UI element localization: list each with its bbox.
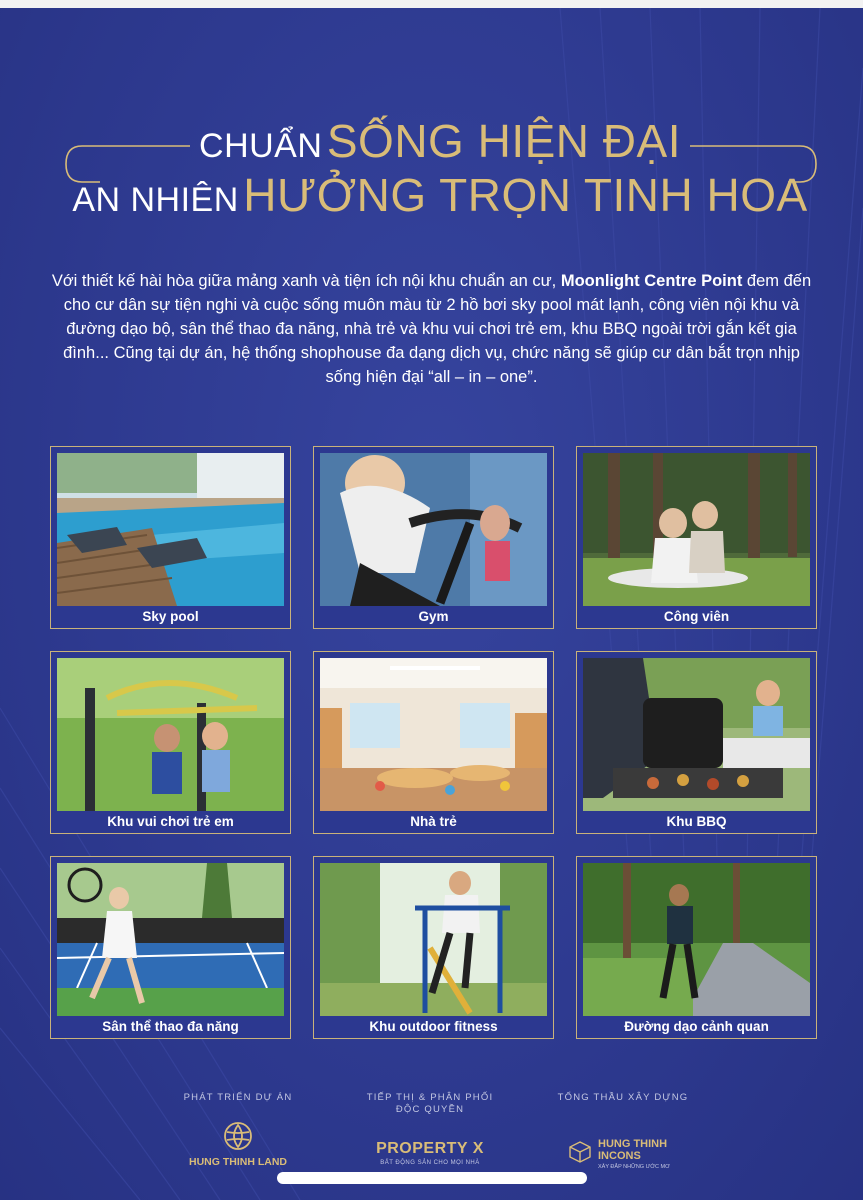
- intro-part-2: đem đến cho cư dân sự tiện nghi và cuộc sống muôn màu từ 2 hồ bơi sky pool mát lạnh, công viên nội khu và đường dạo bộ, sân thể thao đa năng, nhà trẻ và khu vui chơi trẻ em, khu BBQ ngoài trời gắn kết gia đình... Cũng tại dự án, hệ thống shophouse đa dạng dịch vụ, chức năng sẽ giúp cư dân bắt trọn nhịp sống hiện đại “all – in – one”.: [63, 272, 812, 386]
- amenity-card-landscape-path: [576, 856, 817, 1039]
- cube-icon: [568, 1140, 592, 1164]
- amenity-grid: [50, 446, 816, 1041]
- amenity-card-sports-court: [50, 856, 291, 1039]
- outdoor-fitness-photo: [320, 863, 547, 1016]
- intro-brand: Moonlight Centre Point: [560, 272, 743, 290]
- hung-thinh-land-logo: [178, 1120, 298, 1170]
- poster: [0, 8, 863, 1200]
- incons-name-1: HUNG THINH: [598, 1138, 668, 1150]
- lotus-icon: [178, 1120, 298, 1154]
- amenity-label: Nhà trẻ: [410, 814, 457, 829]
- amenity-card-park: [576, 446, 817, 629]
- headline-word-an-nhien: AN NHIÊN: [72, 181, 239, 219]
- amenity-label: Gym: [418, 609, 449, 624]
- amenity-label: Đường dạo cảnh quan: [624, 1019, 769, 1034]
- property-x-logo: [360, 1140, 500, 1172]
- amenity-label: Khu BBQ: [666, 814, 727, 829]
- amenity-card-bbq: [576, 651, 817, 834]
- credits: [0, 1088, 863, 1178]
- amenity-label: Sân thể thao đa năng: [102, 1019, 239, 1034]
- amenity-card-gym: [313, 446, 554, 629]
- amenity-label: Sky pool: [142, 609, 199, 624]
- headline-line-1: [60, 114, 820, 168]
- headline-word-chuan: CHUẨN: [199, 127, 323, 165]
- amenity-card-kids-playground: [50, 651, 291, 834]
- home-indicator[interactable]: [277, 1172, 587, 1184]
- headline-enjoy-elite: HƯỞNG TRỌN TINH HOA: [243, 169, 808, 221]
- incons-name-2: INCONS: [598, 1150, 641, 1162]
- amenity-card-kindergarten: [313, 651, 554, 834]
- landscape-path-photo: [583, 863, 810, 1016]
- hung-thinh-incons-logo: [568, 1136, 698, 1176]
- kindergarten-photo: [320, 658, 547, 811]
- incons-tagline: XÂY ĐẮP NHỮNG ƯỚC MƠ: [598, 1164, 670, 1170]
- amenity-card-outdoor-fitness: [313, 856, 554, 1039]
- bbq-photo: [583, 658, 810, 811]
- headline-line-2: [60, 168, 820, 222]
- amenity-card-sky-pool: [50, 446, 291, 629]
- park-photo: [583, 453, 810, 606]
- amenity-label: Công viên: [663, 609, 730, 624]
- amenity-label: Khu outdoor fitness: [369, 1019, 498, 1034]
- distributor-label-1: TIẾP THỊ & PHÂN PHỐI: [366, 1092, 494, 1103]
- distributor-label-2: ĐỘC QUYỀN: [395, 1104, 465, 1115]
- intro-part-1: Với thiết kế hài hòa giữa mảng xanh và tiện ích nội khu chuẩn an cư,: [51, 272, 561, 290]
- sky-pool-photo: [57, 453, 284, 606]
- contractor-label: TỔNG THẦU XÂY DỰNG: [557, 1092, 689, 1103]
- property-x-tagline: BẤT ĐỘNG SẢN CHO MỌI NHÀ: [380, 1160, 480, 1166]
- hung-thinh-land-name: HUNG THINH LAND: [189, 1156, 287, 1168]
- playground-photo: [57, 658, 284, 811]
- intro-paragraph: [50, 269, 813, 389]
- sports-court-photo: [57, 863, 284, 1016]
- amenity-label: Khu vui chơi trẻ em: [107, 814, 234, 829]
- gym-photo: [320, 453, 547, 606]
- developer-label: PHÁT TRIỂN DỰ ÁN: [183, 1092, 293, 1103]
- headline: [60, 108, 820, 238]
- property-x-name: PROPERTY X: [376, 1140, 484, 1157]
- headline-modern-living: SỐNG HIỆN ĐẠI: [326, 115, 681, 167]
